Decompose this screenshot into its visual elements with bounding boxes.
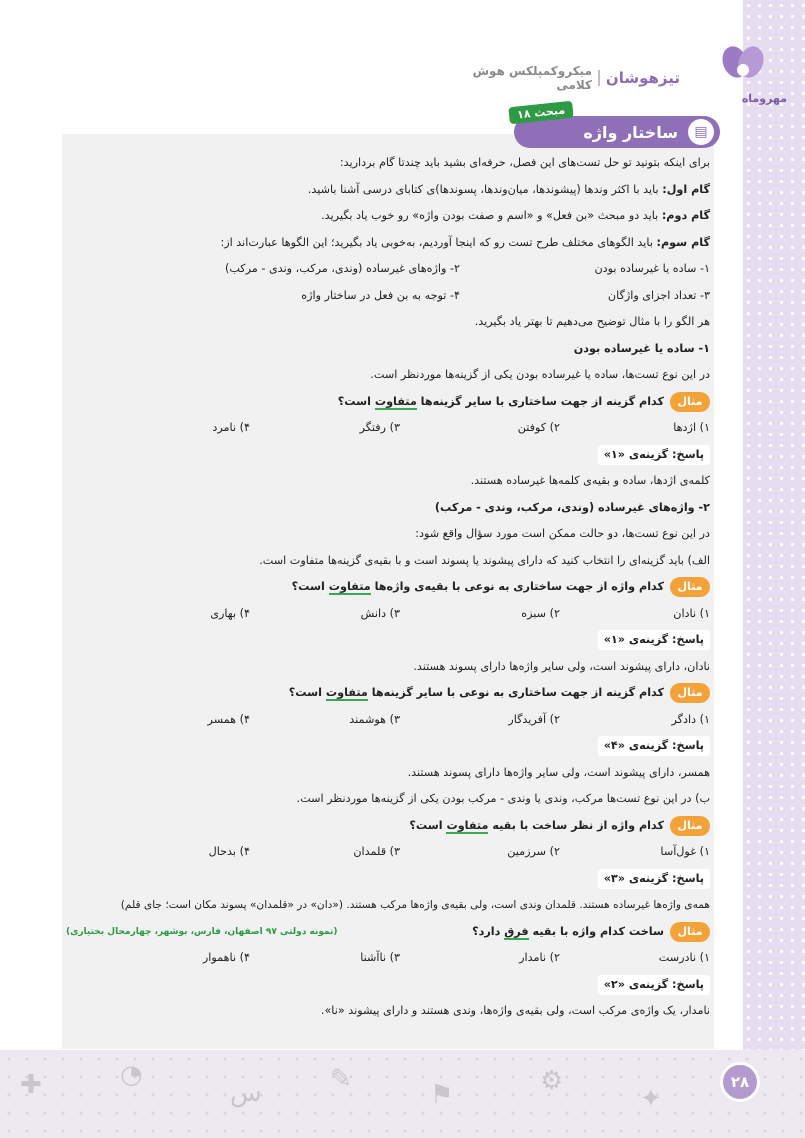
option: ۲) کوفتن: [517, 421, 560, 434]
example-tag: مثال: [670, 683, 710, 703]
topic-banner: [505, 103, 720, 150]
explanation: نامدار، یک واژه‌ی مرکب است، ولی بقیه‌ی واژه‌ها، وندی هستند و دارای پیشوند «نا».: [320, 1004, 710, 1017]
book-title: میکروکمپلکس هوش کلامی: [472, 64, 593, 92]
example-tag: مثال: [670, 816, 710, 836]
options-row: [66, 415, 710, 442]
section-heading: ۲- واژه‌های غیرساده (وندی، مرکب، وندی - مرکب): [434, 500, 710, 514]
answer-row: [66, 733, 710, 760]
option: ۲) سبزه: [521, 606, 560, 620]
options-row: [66, 839, 710, 866]
example-question: [66, 389, 710, 416]
running-header: [440, 66, 680, 90]
example-question: [66, 680, 710, 707]
intro-line: برای اینکه بتونید تو حل تست‌های این فصل، حرفه‌ای بشید باید چندتا گام بردارید:: [339, 156, 710, 169]
pattern-row: [66, 256, 710, 283]
option: ۱) دادگر: [671, 712, 710, 726]
question-source: (نمونه دولتی ۹۷ اصفهان، فارس، بوشهر، چهارمحال بختیاری): [66, 926, 338, 937]
question-text: کدام واژه از جهت ساختاری به نوعی با بقیه‌ی واژه‌ها متفاوت است؟: [291, 580, 664, 593]
case-b: ب) در این نوع تست‌ها مرکب، وندی یا وندی - مرکب بودن یکی از گزینه‌ها موردنظر است.: [296, 792, 710, 805]
option: ۲) نامدار: [519, 951, 560, 964]
example-tag: مثال: [670, 577, 710, 597]
brand-name: تیزهوشان: [605, 69, 680, 87]
question-text: کدام واژه از نظر ساخت با بقیه متفاوت است؟: [409, 818, 664, 832]
section-desc: در این نوع تست‌ها، دو حالت ممکن است مورد سؤال واقع شود:: [415, 527, 710, 540]
publisher-name: مهروماه: [741, 92, 787, 105]
topic-title: ساختار واژه: [583, 122, 678, 142]
pattern-item: ۴- توجه به بن فعل در ساختار واژه: [301, 288, 460, 302]
pattern-item: ۱- ساده یا غیرساده بودن: [594, 262, 710, 275]
step-1: [66, 177, 710, 204]
pattern-row: [66, 283, 710, 310]
answer-row: [66, 972, 710, 999]
question-text: ساخت کدام واژه با بقیه فرق دارد؟: [472, 924, 664, 938]
explanation: نادان، دارای پیشوند است، ولی سایر واژه‌ها دارای پسوند هستند.: [413, 659, 710, 673]
bottom-doodle-band: [0, 1050, 805, 1138]
topic-badge: مبحث ۱۸: [508, 101, 574, 125]
option: ۳) هوشمند: [349, 712, 400, 726]
step-text: باید با اکثر وندها (پیشوندها، میان‌وندها، پسوندها)ی کتابای درسی آشنا باشید.: [307, 182, 663, 196]
option: ۴) نامرد: [212, 421, 250, 434]
puzzle-icon: ✚: [20, 1070, 42, 1100]
answer: پاسخ: گزینه‌ی «۱»: [598, 630, 710, 650]
case-a: الف) باید گزینه‌ای را انتخاب کنید که دارای پیشوند یا پسوند است و با بقیه‌ی گزینه‌ها متفاوت است.: [259, 553, 710, 567]
answer: پاسخ: گزینه‌ی «۴»: [598, 736, 710, 756]
answer: پاسخ: گزینه‌ی «۱»: [598, 445, 710, 465]
step-label: گام دوم:: [661, 209, 710, 222]
step-text: باید دو مبحث «بن فعل» و «اسم و صفت بودن واژه» رو خوب یاد بگیرید.: [321, 209, 662, 222]
step-2: [66, 203, 710, 230]
book-icon: ▤: [688, 119, 714, 145]
letter-icon: س: [230, 1078, 262, 1108]
option: ۳) قلمدان: [353, 845, 400, 858]
intro-close: هر الگو را با مثال توضیح می‌دهیم تا بهتر یاد بگیرید.: [474, 315, 710, 328]
answer-row: [66, 627, 710, 654]
option: ۴) همسر: [207, 712, 250, 726]
answer-row: [66, 442, 710, 469]
explanation: همسر، دارای پیشوند است، ولی سایر واژه‌ها دارای پسوند هستند.: [407, 765, 710, 779]
question-text: کدام گزینه از جهت ساختاری با سایر گزینه‌ها متفاوت است؟: [337, 394, 664, 408]
option: ۱) غول‌آسا: [660, 845, 710, 858]
side-dotted-band: [743, 0, 805, 1138]
option: ۳) دانش: [360, 606, 400, 620]
example-tag: مثال: [670, 922, 710, 942]
page-number: ۲۸: [720, 1062, 760, 1102]
gear-icon: ⚙: [540, 1066, 564, 1096]
pattern-item: ۳- تعداد اجزای واژگان: [607, 288, 710, 302]
options-row: [66, 707, 710, 734]
answer: پاسخ: گزینه‌ی «۳»: [598, 869, 710, 889]
option: ۴) بهاری: [210, 606, 250, 620]
options-row: [66, 601, 710, 628]
step-3: [66, 230, 710, 257]
page-content: [66, 150, 710, 1025]
chart-icon: ◔: [120, 1060, 143, 1090]
star-icon: ✦: [640, 1084, 662, 1114]
option: ۱) نادرست: [658, 951, 710, 964]
option: ۱) نادان: [673, 606, 710, 620]
step-text: باید الگوهای مختلف طرح تست رو که اینجا آوردیم، به‌خوبی یاد بگیرید؛ این الگوها عبارت‌اند از:: [220, 235, 657, 249]
explanation: کلمه‌ی اژدها، ساده و بقیه‌ی کلمه‌ها غیرساده هستند.: [470, 474, 710, 487]
flag-icon: ⚑: [430, 1080, 454, 1110]
pattern-item: ۲- واژه‌های غیرساده (وندی، مرکب، وندی - مرکب): [224, 262, 460, 275]
section-heading: ۱- ساده یا غیرساده بودن: [573, 341, 710, 355]
example-question: [66, 919, 710, 946]
answer-row: [66, 866, 710, 893]
pencil-icon: ✎: [330, 1064, 352, 1094]
step-label: گام سوم:: [656, 235, 710, 249]
divider: [598, 70, 600, 86]
option: ۲) آفریدگار: [508, 712, 560, 726]
example-question: [66, 574, 710, 601]
question-text: کدام گزینه از جهت ساختاری به نوعی با سایر گزینه‌ها متفاوت است؟: [288, 686, 664, 699]
option: ۴) ناهموار: [202, 951, 250, 964]
topic-pill: [514, 116, 720, 148]
section-desc: در این نوع تست‌ها، ساده یا غیرساده بودن یکی از گزینه‌ها موردنظر است.: [370, 368, 710, 381]
option: ۳) ناآشنا: [360, 951, 400, 964]
explanation: همه‌ی واژه‌ها غیرساده هستند. قلمدان وندی است، ولی بقیه‌ی واژه‌ها مرکب هستند. («دان» در «قلمدان» پسوند مکان است؛ جای قلم): [120, 899, 710, 911]
option: ۱) اژدها: [673, 421, 710, 434]
option: ۳) رفتگر: [359, 421, 400, 434]
step-label: گام اول:: [662, 182, 710, 196]
example-question: [66, 813, 710, 840]
answer: پاسخ: گزینه‌ی «۲»: [598, 975, 710, 995]
example-tag: مثال: [670, 392, 710, 412]
option: ۲) سرزمین: [507, 845, 560, 858]
option: ۴) بدحال: [208, 845, 250, 858]
options-row: [66, 945, 710, 972]
